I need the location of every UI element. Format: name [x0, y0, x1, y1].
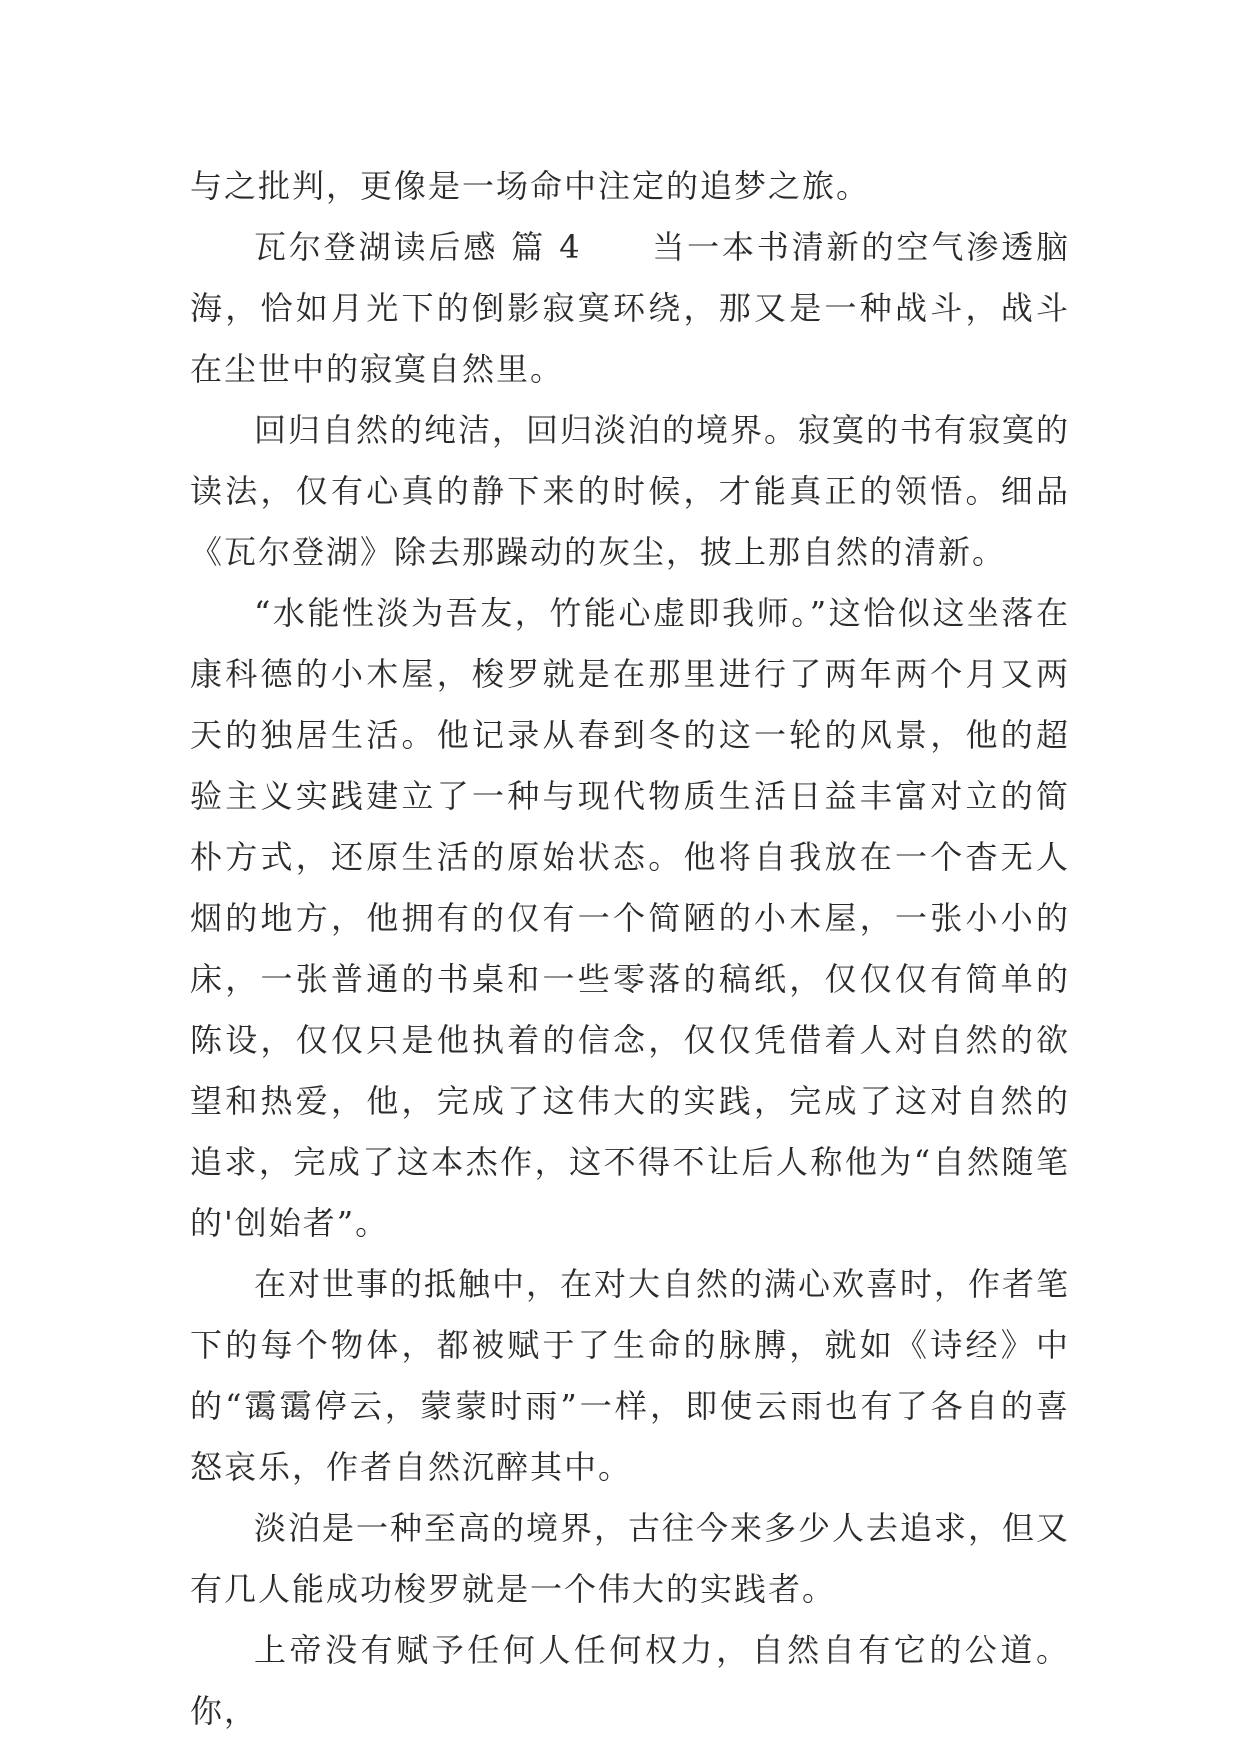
paragraph-5: 在对世事的抵触中，在对大自然的满心欢喜时，作者笔下的每个物体，都被赋于了生命的脉膊，就如《诗经》中的“霭霭停云，蒙蒙时雨”一样，即使云雨也有了各自的喜怒哀乐，作者自然沉醉其中。 [190, 1265, 1071, 1486]
paragraph-4: “水能性淡为吾友，竹能心虚即我师。”这恰似这坐落在康科德的小木屋，梭罗就是在那里进行了两年两个月又两天的独居生活。他记录从春到冬的这一轮的风景，他的超验主义实践建立了一种与现代物质生活日益丰富对立的简朴方式，还原生活的原始状态。他将自我放在一个杳无人烟的地方，他拥有的仅有一个简陋的小木屋，一张小小的床，一张普通的书桌和一些零落的稿纸，仅仅仅有简单的陈设，仅仅只是他执着的信念，仅仅凭借着人对自然的欲望和热爱，他，完成了这伟大的实践，完成了这对自然的追求，完成了这本杰作，这不得不让后人称他为“自然随笔的'创始者”。 [190, 594, 1070, 1242]
paragraph-7: 上帝没有赋予任何人任何权力，自然自有它的公道。你， [190, 1631, 1070, 1730]
paragraph-2: 瓦尔登湖读后感 篇 4 当一本书清新的空气渗透脑海，恰如月光下的倒影寂寞环绕，那又是一种战斗，战斗在尘世中的寂寞自然里。 [190, 228, 1070, 388]
document-body [190, 156, 1070, 1742]
paragraph-6: 淡泊是一种至高的境界，古往今来多少人去追求，但又有几人能成功梭罗就是一个伟大的实践者。 [190, 1509, 1071, 1608]
paragraph-3: 回归自然的纯洁，回归淡泊的境界。寂寞的书有寂寞的读法，仅有心真的静下来的时候，才能真正的领悟。细品《瓦尔登湖》除去那躁动的灰尘，披上那自然的清新。 [190, 411, 1071, 571]
paragraph-1: 与之批判，更像是一场命中注定的追梦之旅。 [190, 167, 871, 205]
